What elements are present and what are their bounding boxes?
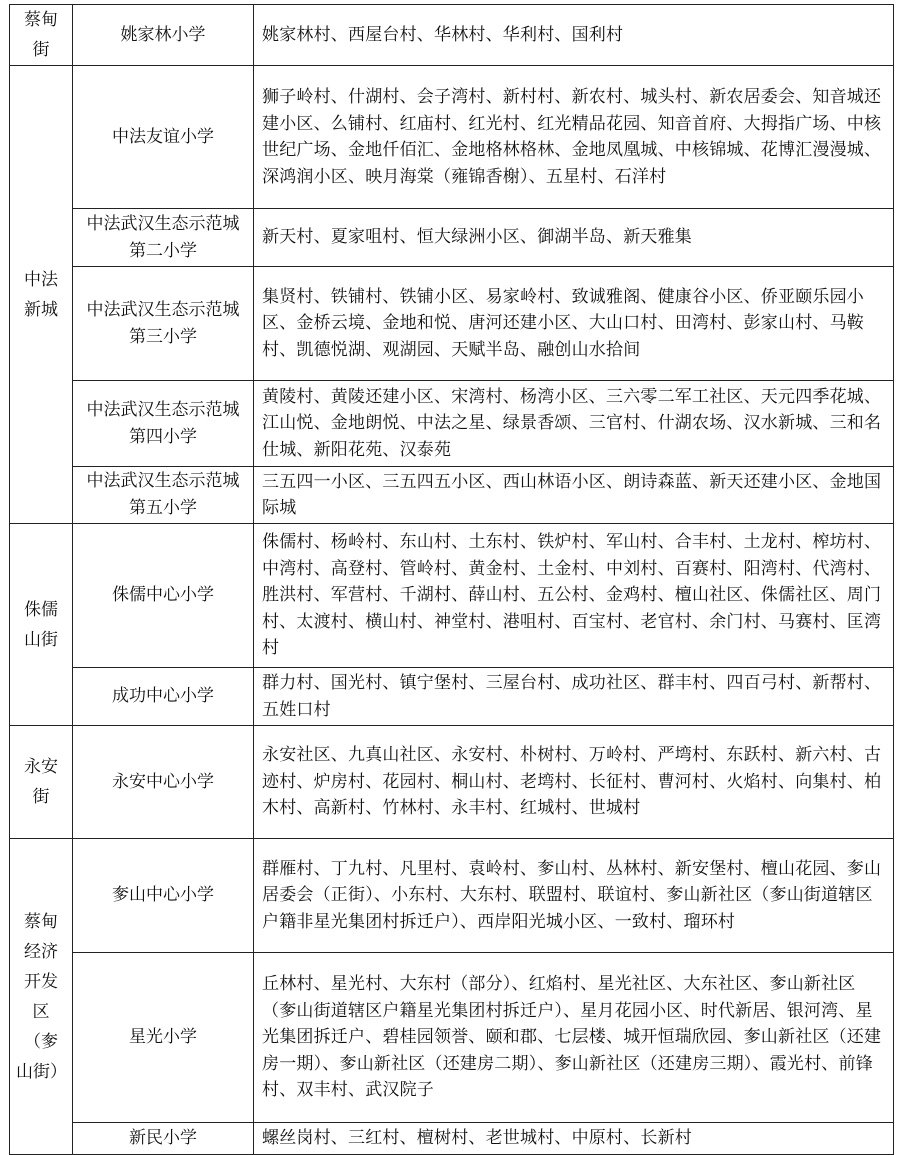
- school-district-table: [9, 4, 894, 1155]
- district-cell: 中法新城: [10, 66, 73, 524]
- catchment-area-cell: 群力村、国光村、镇宁堡村、三屋台村、成功社区、群丰村、四百弓村、新帮村、五姓口村: [254, 668, 894, 726]
- catchment-area-cell: 螺丝岗村、三红村、檀树村、老世城村、中原村、长新村: [254, 1123, 894, 1155]
- school-name-cell: 中法武汉生态示范城第四小学: [73, 381, 254, 467]
- table-row: [10, 66, 894, 209]
- district-cell: 侏儒山街: [10, 524, 73, 726]
- school-name-cell: 中法友谊小学: [73, 66, 254, 209]
- catchment-area-cell: 丘林村、星光村、大东村（部分）、红焰村、星光社区、大东社区、奓山新社区（奓山街道辖区户籍星光集团村拆迁户）、星月花园小区、时代新居、银河湾、星光集团拆迁户、碧桂园领誉、颐和郡、七层楼、城开恒瑞欣园、奓山新社区（还建房一期）、奓山新社区（还建房二期）、奓山新社区（还建房三期）、霞光村、前锋村、双丰村、武汉院子: [254, 953, 894, 1123]
- catchment-area-cell: 三五四一小区、三五四五小区、西山林语小区、朗诗森蓝、新天还建小区、金地国际城: [254, 467, 894, 524]
- school-name-cell: 中法武汉生态示范城第三小学: [73, 267, 254, 381]
- table-row: [10, 839, 894, 953]
- table-row: [10, 467, 894, 524]
- school-name-cell: 奓山中心小学: [73, 839, 254, 953]
- school-name-cell: 成功中心小学: [73, 668, 254, 726]
- school-name-cell: 侏儒中心小学: [73, 524, 254, 668]
- table-row: [10, 524, 894, 668]
- district-cell: 永安街: [10, 726, 73, 839]
- school-name-cell: 姚家林小学: [73, 5, 254, 66]
- table-row: [10, 726, 894, 839]
- school-name-cell: 中法武汉生态示范城第二小学: [73, 209, 254, 267]
- catchment-area-cell: 侏儒村、杨岭村、东山村、土东村、铁炉村、军山村、合丰村、土龙村、榨坊村、中湾村、高登村、管岭村、黄金村、土金村、中刘村、百赛村、阳湾村、代湾村、胜洪村、军营村、千湖村、薛山村、五公村、金鸡村、檀山社区、侏儒社区、周门村、太渡村、横山村、神堂村、港咀村、百宝村、老官村、余门村、马赛村、匡湾村: [254, 524, 894, 668]
- school-name-cell: 星光小学: [73, 953, 254, 1123]
- catchment-area-cell: 狮子岭村、什湖村、会子湾村、新村村、新农村、城头村、新农居委会、知音城还建小区、么铺村、红庙村、红光村、红光精品花园、知音首府、大拇指广场、中核世纪广场、金地仟佰汇、金地格林格林、金地凤凰城、中核锦城、花博汇漫漫城、深鸿润小区、映月海棠（雍锦香榭）、五星村、石洋村: [254, 66, 894, 209]
- catchment-area-cell: 新天村、夏家咀村、恒大绿洲小区、御湖半岛、新天雅集: [254, 209, 894, 267]
- catchment-area-cell: 永安社区、九真山社区、永安村、朴树村、万岭村、严塆村、东跃村、新六村、古迹村、炉房村、花园村、桐山村、老塆村、长征村、曹河村、火焰村、向集村、柏木村、高新村、竹林村、永丰村、红城村、世城村: [254, 726, 894, 839]
- table-row: [10, 953, 894, 1123]
- catchment-area-cell: 姚家林村、西屋台村、华林村、华利村、国利村: [254, 5, 894, 66]
- district-cell: 蔡甸街: [10, 5, 73, 66]
- table-row: [10, 668, 894, 726]
- school-name-cell: 永安中心小学: [73, 726, 254, 839]
- table-row: [10, 209, 894, 267]
- catchment-area-cell: 群雁村、丁九村、凡里村、袁岭村、奓山村、丛林村、新安堡村、檀山花园、奓山居委会（正街）、小东村、大东村、联盟村、联谊村、奓山新社区（奓山街道辖区户籍非星光集团村拆迁户）、西岸阳光城小区、一致村、瑠环村: [254, 839, 894, 953]
- district-cell: 蔡甸经济开发区（奓山街）: [10, 839, 73, 1155]
- catchment-area-cell: 集贤村、铁铺村、铁铺小区、易家岭村、致诚雅阁、健康谷小区、侨亚颐乐园小区、金桥云境、金地和悦、唐河还建小区、大山口村、田湾村、彭家山村、马鞍村、凯德悦湖、观湖园、天赋半岛、融创山水拾间: [254, 267, 894, 381]
- table-row: [10, 5, 894, 66]
- school-name-cell: 新民小学: [73, 1123, 254, 1155]
- table-row: [10, 381, 894, 467]
- table-row: [10, 267, 894, 381]
- table-row: [10, 1123, 894, 1155]
- catchment-area-cell: 黄陵村、黄陵还建小区、宋湾村、杨湾小区、三六零二军工社区、天元四季花城、江山悦、金地朗悦、中法之星、绿景香颂、三官村、什湖农场、汉水新城、三和名仕城、新阳花苑、汉泰苑: [254, 381, 894, 467]
- school-name-cell: 中法武汉生态示范城第五小学: [73, 467, 254, 524]
